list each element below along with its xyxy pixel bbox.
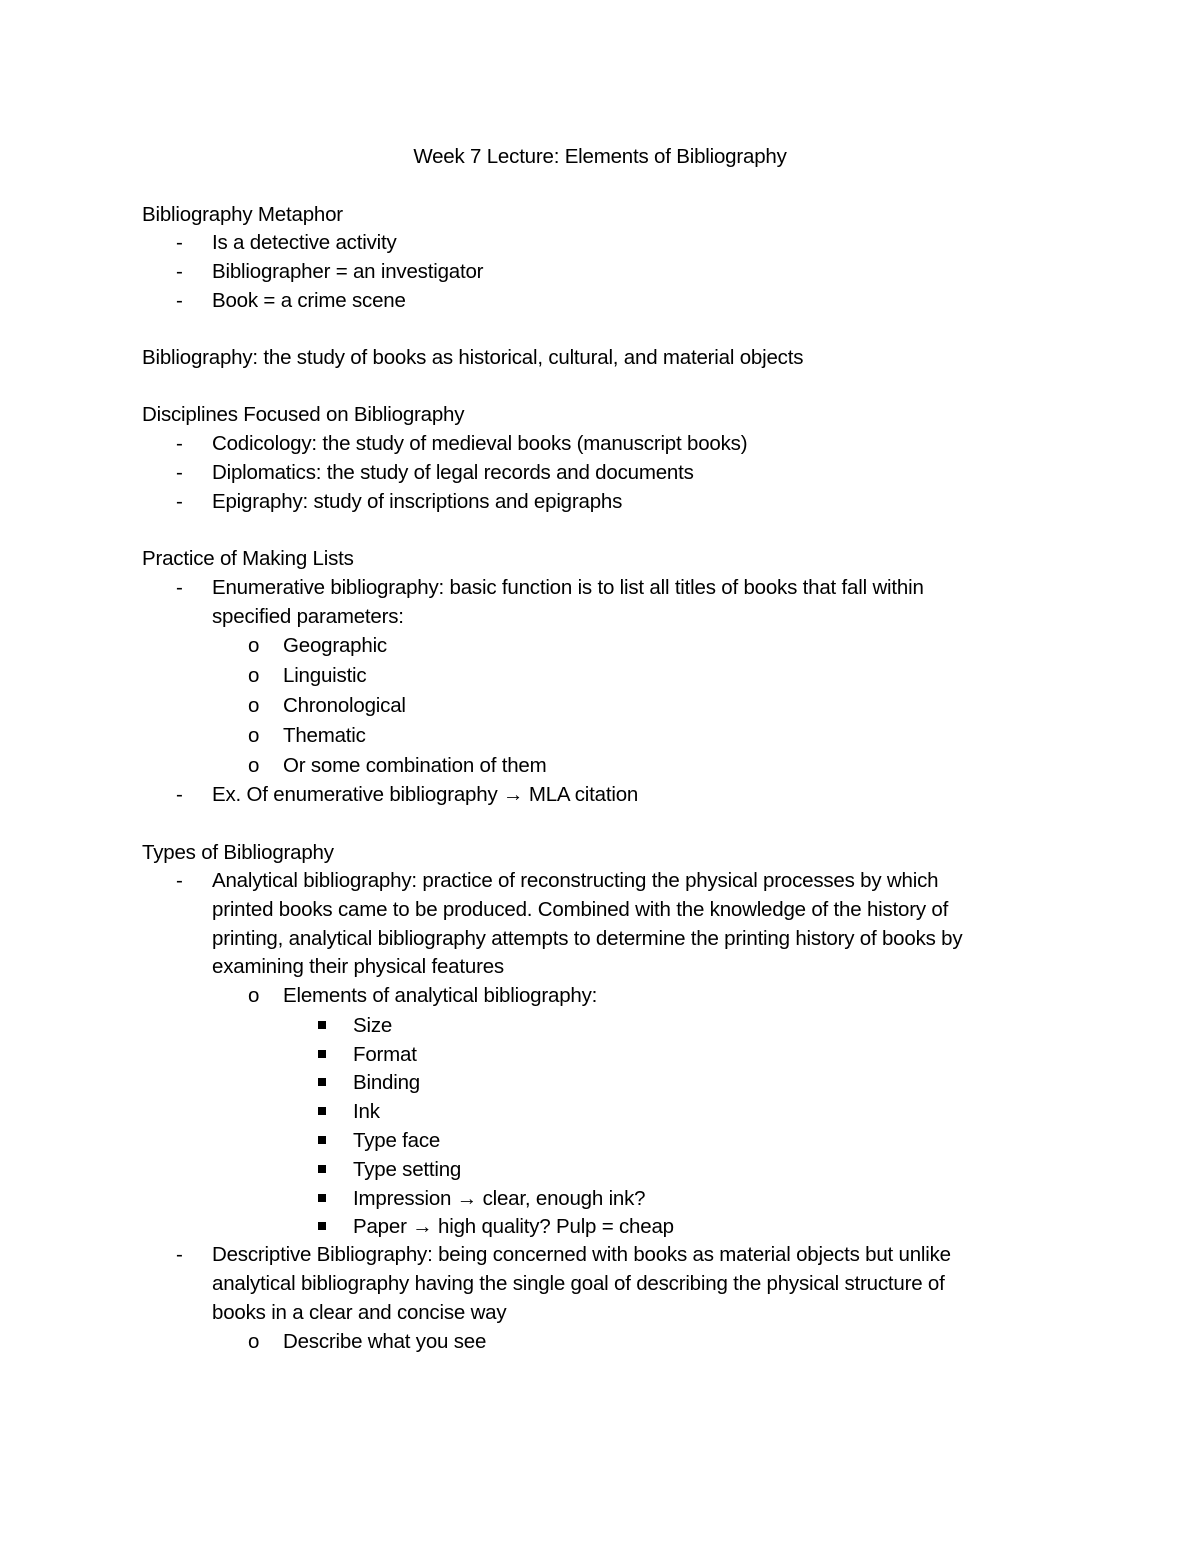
list-item-line: specified parameters: <box>212 605 404 628</box>
square-bullet-icon <box>318 1165 326 1173</box>
list-item <box>212 780 638 809</box>
definition-paragraph: Bibliography: the study of books as historical, cultural, and material objects <box>142 346 804 369</box>
sub-sub-list-item: Format <box>353 1043 417 1066</box>
dash-bullet: - <box>176 231 183 254</box>
circle-bullet: o <box>248 1330 260 1353</box>
right-arrow-icon: → <box>412 1215 433 1238</box>
right-arrow-icon: → <box>456 1187 478 1210</box>
circle-bullet: o <box>248 984 260 1007</box>
sub-list-item: Linguistic <box>283 664 367 687</box>
paper-text: high quality? Pulp = cheap <box>432 1215 674 1238</box>
types-heading: Types of Bibliography <box>142 841 334 864</box>
list-item-line: printing, analytical bibliography attempts to determine the printing history of books by <box>212 927 963 950</box>
list-item-line: analytical bibliography having the single goal of describing the physical structure of <box>212 1272 945 1295</box>
dash-bullet: - <box>176 490 183 513</box>
dash-bullet: - <box>176 260 183 283</box>
list-item: Book = a crime scene <box>212 289 406 312</box>
dash-bullet: - <box>176 461 183 484</box>
list-item: Diplomatics: the study of legal records and documents <box>212 461 694 484</box>
square-bullet-icon <box>318 1078 326 1086</box>
example-text: Ex. Of enumerative bibliography <box>212 783 504 806</box>
list-item: Is a detective activity <box>212 231 397 254</box>
list-item-line: examining their physical features <box>212 955 504 978</box>
circle-bullet: o <box>248 694 260 717</box>
sub-sub-list-item <box>353 1212 674 1241</box>
square-bullet-icon <box>318 1194 326 1202</box>
list-item: Epigraphy: study of inscriptions and epigraphs <box>212 490 623 513</box>
square-bullet-icon <box>318 1021 326 1029</box>
dash-bullet: - <box>176 869 183 892</box>
impression-text: Impression <box>353 1187 457 1210</box>
sub-list-item: Chronological <box>283 694 406 717</box>
sub-sub-list-item: Size <box>353 1014 393 1037</box>
disciplines-heading: Disciplines Focused on Bibliography <box>142 403 465 426</box>
sub-sub-list-item <box>353 1184 645 1213</box>
circle-bullet: o <box>248 664 260 687</box>
list-item: Bibliographer = an investigator <box>212 260 484 283</box>
lists-heading: Practice of Making Lists <box>142 547 354 570</box>
metaphor-heading: Bibliography Metaphor <box>142 203 343 226</box>
list-item: Codicology: the study of medieval books (manuscript books) <box>212 432 748 455</box>
circle-bullet: o <box>248 724 260 747</box>
impression-text: clear, enough ink? <box>477 1187 646 1210</box>
sub-list-item: Elements of analytical bibliography: <box>283 984 598 1007</box>
list-item-line: printed books came to be produced. Combined with the knowledge of the history of <box>212 898 949 921</box>
sub-sub-list-item: Binding <box>353 1071 420 1094</box>
square-bullet-icon <box>318 1107 326 1115</box>
example-text: MLA citation <box>523 783 639 806</box>
sub-list-item: Describe what you see <box>283 1330 487 1353</box>
paper-text: Paper <box>353 1215 413 1238</box>
dash-bullet: - <box>176 289 183 312</box>
dash-bullet: - <box>176 576 183 599</box>
circle-bullet: o <box>248 754 260 777</box>
square-bullet-icon <box>318 1136 326 1144</box>
list-item-line: Descriptive Bibliography: being concerned with books as material objects but unlike <box>212 1243 951 1266</box>
document-title: Week 7 Lecture: Elements of Bibliography <box>413 145 787 168</box>
sub-list-item: Thematic <box>283 724 366 747</box>
sub-list-item: Or some combination of them <box>283 754 547 777</box>
dash-bullet: - <box>176 783 183 806</box>
list-item-line: books in a clear and concise way <box>212 1301 507 1324</box>
list-item-line: Analytical bibliography: practice of reconstructing the physical processes by which <box>212 869 939 892</box>
circle-bullet: o <box>248 634 260 657</box>
dash-bullet: - <box>176 432 183 455</box>
square-bullet-icon <box>318 1050 326 1058</box>
sub-list-item: Geographic <box>283 634 387 657</box>
sub-sub-list-item: Ink <box>353 1100 380 1123</box>
sub-sub-list-item: Type setting <box>353 1158 462 1181</box>
dash-bullet: - <box>176 1243 183 1266</box>
list-item-line: Enumerative bibliography: basic function is to list all titles of books that fall within <box>212 576 924 599</box>
sub-sub-list-item: Type face <box>353 1129 441 1152</box>
right-arrow-icon: → <box>503 783 524 806</box>
square-bullet-icon <box>318 1222 326 1230</box>
